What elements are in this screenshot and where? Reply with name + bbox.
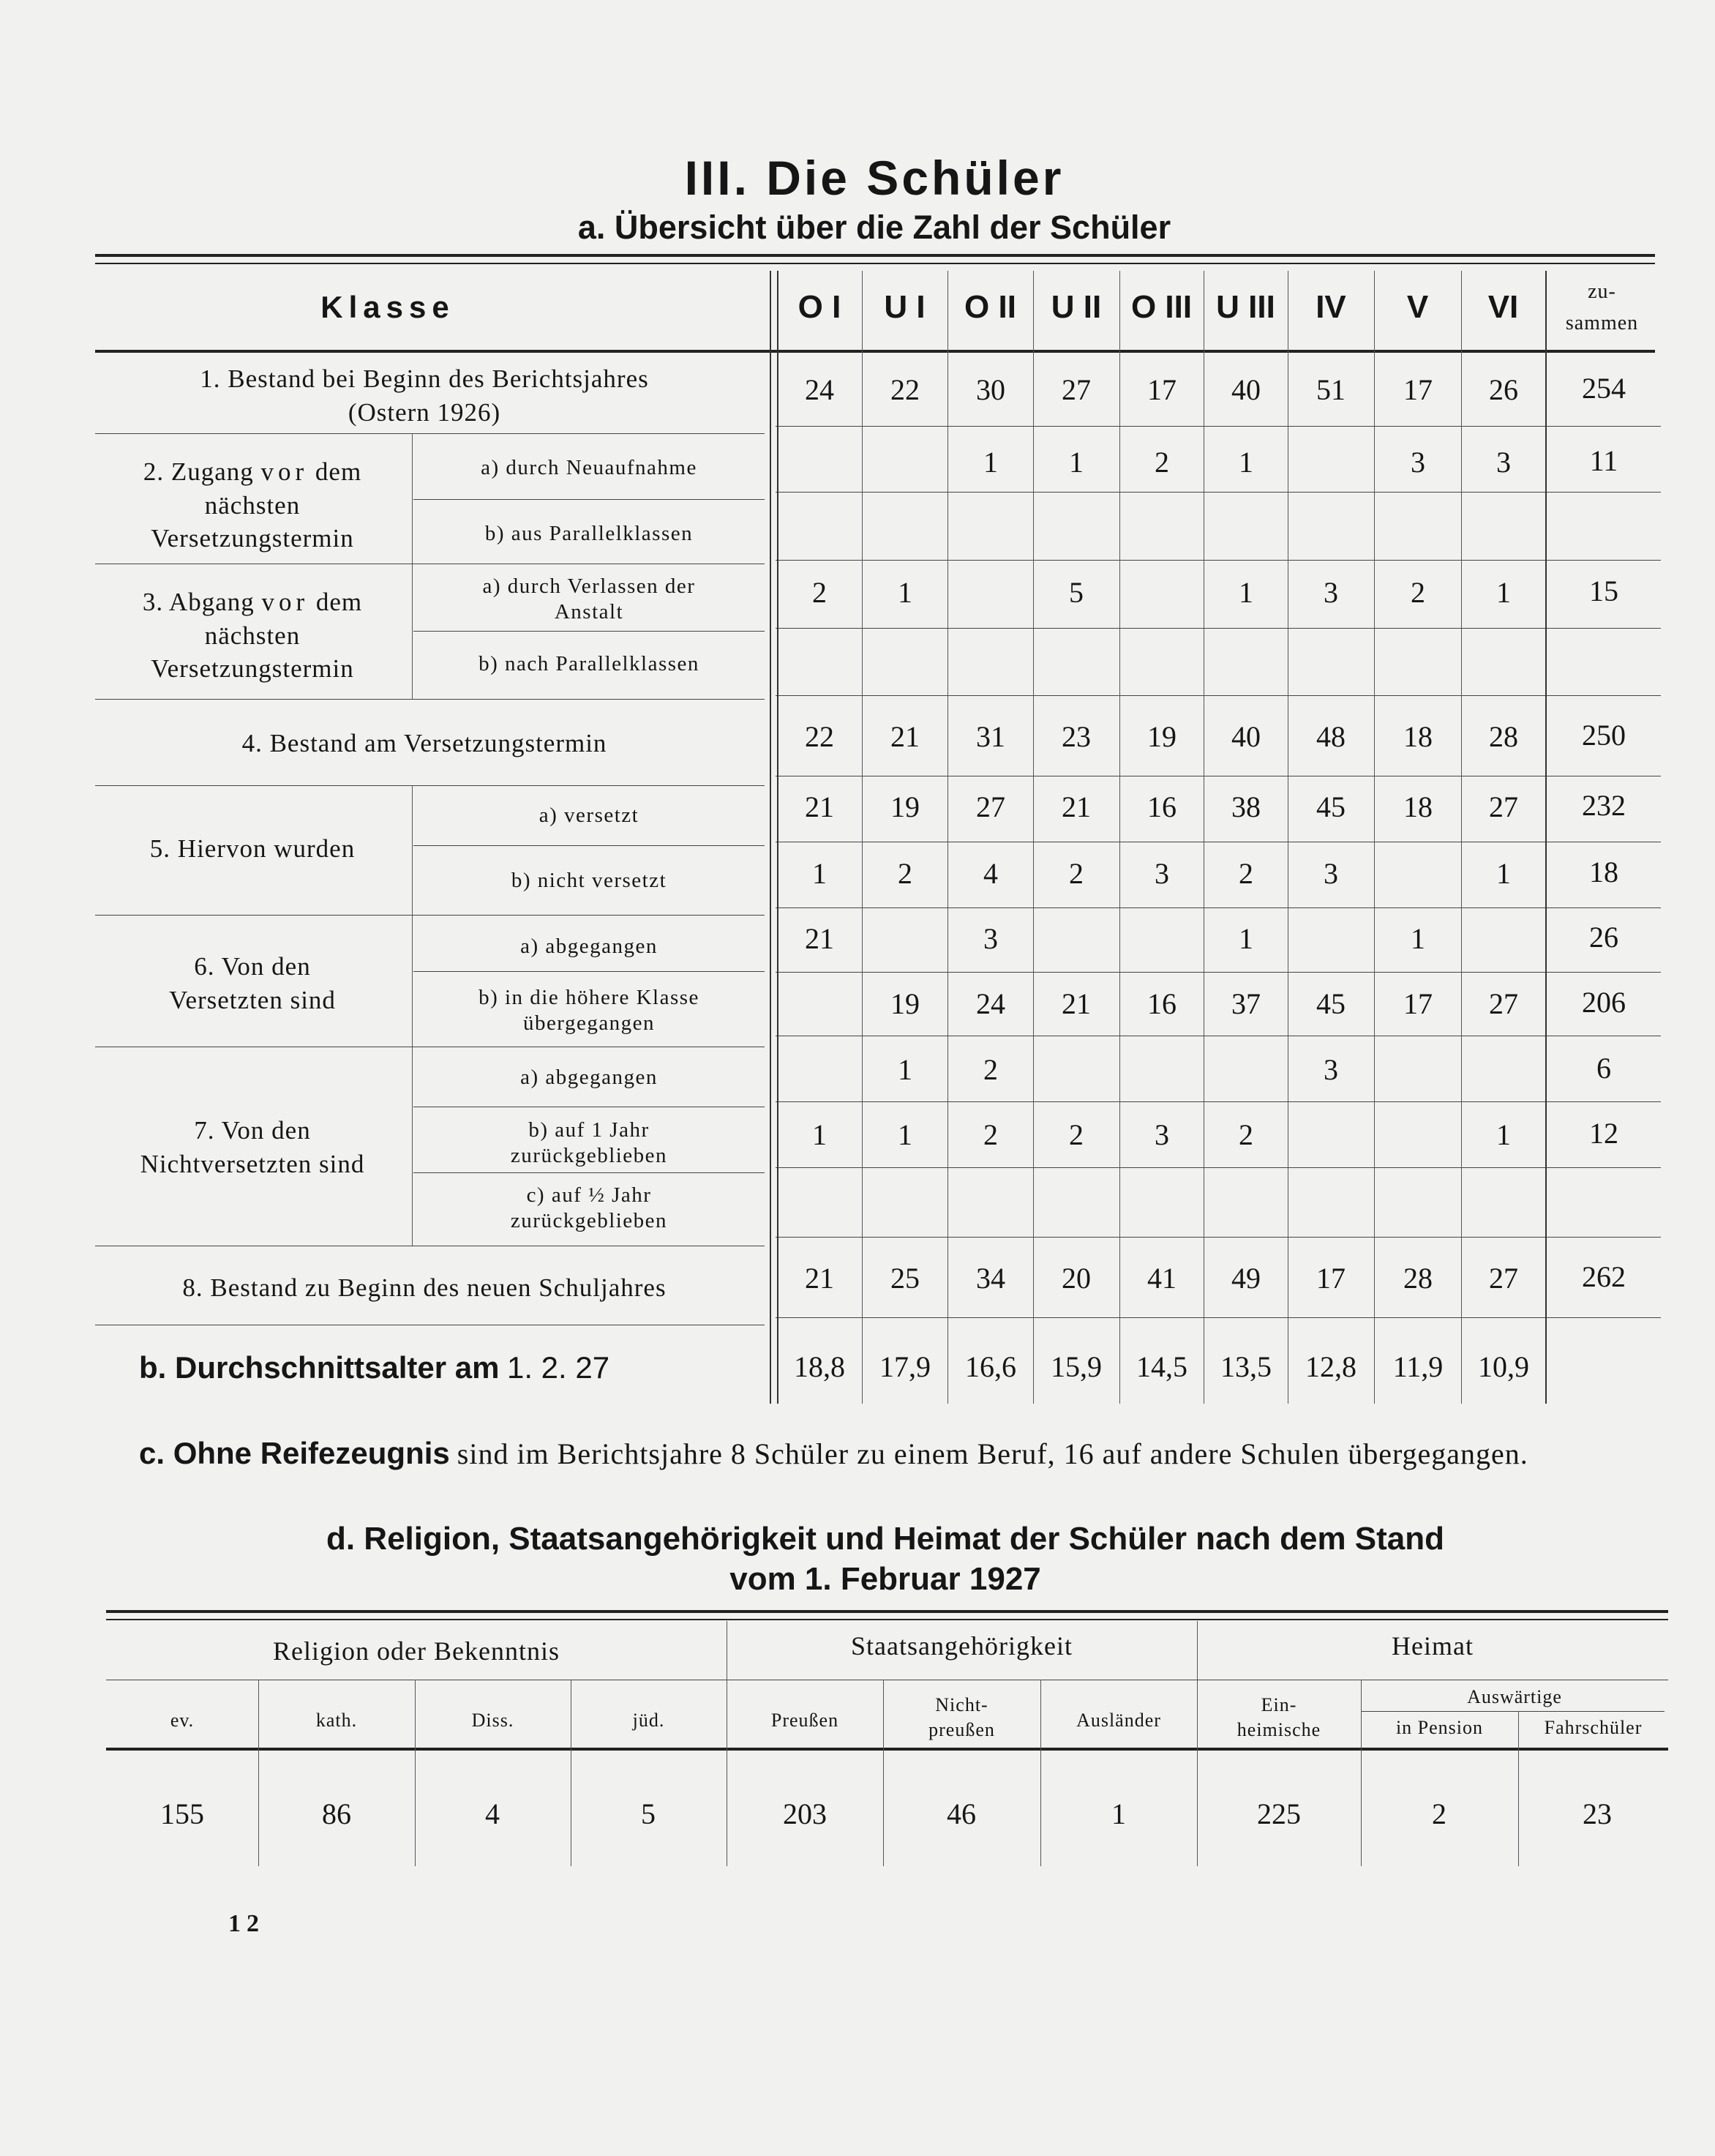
col-einheimische-l1: Ein- (1261, 1694, 1297, 1715)
avg-age-cell: 16,6 (965, 1350, 1016, 1383)
table-cell: 1 (898, 1118, 912, 1151)
col-auswaertige: Auswärtige (1467, 1686, 1562, 1707)
page-title: III. Die Schüler (684, 151, 1065, 205)
table-cell: 21 (890, 720, 920, 753)
table-cell: 24 (976, 987, 1005, 1020)
avg-age-cell: 14,5 (1136, 1350, 1187, 1383)
col-ev: ev. (170, 1710, 195, 1731)
row7-sub-b-l1: b) auf 1 Jahr (528, 1118, 650, 1142)
table-cell: 26 (1489, 373, 1518, 406)
table-cell: 19 (1147, 720, 1177, 753)
table-cell: 30 (976, 373, 1005, 406)
total-cell: 254 (1582, 372, 1626, 405)
row2-label-spaced: vor (260, 457, 309, 486)
table-cell: 16 (1147, 790, 1177, 823)
col-nichtpreussen-l2: preußen (928, 1718, 995, 1740)
table-cell: 48 (1316, 720, 1346, 753)
table-cell: 1 (1411, 922, 1425, 955)
total-cell: 12 (1589, 1117, 1618, 1150)
table-cell: 2 (1069, 1118, 1084, 1151)
subtitle-a: a. Übersicht über die Zahl der Schüler (577, 209, 1171, 246)
table-cell: 27 (1489, 987, 1518, 1020)
row3-label-l3: Versetzungstermin (151, 654, 354, 683)
table-cell: 22 (805, 720, 834, 753)
table-cell: 1 (812, 1118, 827, 1151)
row5-sub-a: a) versetzt (538, 804, 639, 827)
table-cell: 3 (1496, 446, 1511, 479)
table-cell: 2 (1239, 1118, 1253, 1151)
table-cell: 20 (1062, 1262, 1091, 1295)
row7-label-l2: Nichtversetzten sind (140, 1149, 365, 1178)
row7-sub-c-l2: zurückgeblieben (510, 1209, 668, 1233)
table-cell: 1 (1239, 446, 1253, 479)
table-cell: 3 (983, 922, 998, 955)
group-heimat: Heimat (1392, 1631, 1474, 1661)
row6-label (102, 950, 402, 1017)
religion-table-cell: 5 (641, 1797, 656, 1830)
row6-sub-b (421, 985, 757, 1037)
table-cell: 1 (1496, 857, 1511, 890)
row5-sub-b: b) nicht versetzt (511, 869, 667, 892)
table-cell: 31 (976, 720, 1005, 753)
table-cell: 34 (976, 1262, 1005, 1295)
table-cell: 28 (1489, 720, 1518, 753)
table-cell: 25 (890, 1262, 920, 1295)
section-d-title (0, 1519, 1715, 1599)
row2-label-l1: 2. Zugang (143, 457, 254, 486)
total-cell: 6 (1596, 1052, 1611, 1085)
row6-label-l1: 6. Von den (194, 952, 311, 981)
row7-sub-c-l1: c) auf ½ Jahr (526, 1183, 652, 1207)
row3-label-spaced: vor (261, 588, 309, 616)
table-cell: 1 (1496, 1118, 1511, 1151)
table-cell: 40 (1231, 720, 1261, 753)
table-cell: 41 (1147, 1262, 1177, 1295)
table-cell: 18 (1403, 790, 1433, 823)
table-cell: 27 (1489, 790, 1518, 823)
row7-sub-b (421, 1118, 757, 1169)
table-cell: 45 (1316, 987, 1346, 1020)
table-cell: 27 (1489, 1262, 1518, 1295)
row3-sub-a-l2: Anstalt (554, 600, 624, 624)
table-cell: 37 (1231, 987, 1261, 1020)
col-fahrschueler: Fahrschüler (1544, 1717, 1643, 1738)
group-religion: Religion oder Bekenntnis (273, 1636, 560, 1666)
table-cell: 1 (898, 1053, 912, 1086)
table-cell: 3 (1324, 857, 1338, 890)
total-cell: 18 (1589, 856, 1618, 888)
table-cell: 27 (1062, 373, 1091, 406)
table-cell: 2 (812, 576, 827, 609)
col-nichtpreussen-l1: Nicht- (935, 1694, 988, 1715)
row4-label: 4. Bestand am Versetzungstermin (241, 729, 607, 757)
table-cell: 1 (1239, 922, 1253, 955)
row7-label (102, 1114, 402, 1180)
row2-label-l2: nächsten (204, 490, 301, 520)
col-header-oi: O I (798, 289, 841, 325)
col-preussen: Preußen (770, 1710, 839, 1731)
table-cell: 5 (1069, 576, 1084, 609)
avg-age-cell: 12,8 (1305, 1350, 1356, 1383)
row3-label (102, 585, 402, 686)
table-cell: 2 (898, 857, 912, 890)
row6-sub-b-l2: übergegangen (522, 1011, 656, 1036)
total-cell: 250 (1582, 719, 1626, 752)
table-cell: 3 (1155, 1118, 1169, 1151)
table-cell: 2 (1239, 857, 1253, 890)
table-cell: 18 (1403, 720, 1433, 753)
row7-sub-c (421, 1183, 757, 1235)
table-cell: 2 (983, 1053, 998, 1086)
avg-age-cell: 17,9 (879, 1350, 931, 1383)
row8-label: 8. Bestand zu Beginn des neuen Schuljahres (182, 1273, 667, 1302)
col-header-ui: U I (884, 289, 926, 325)
col-in-pension: in Pension (1395, 1717, 1484, 1738)
row6-sub-b-l1: b) in die höhere Klasse (479, 986, 699, 1009)
table-cell: 2 (1411, 576, 1425, 609)
section-d-title-l1: d. Religion, Staatsangehörigkeit und Heimat der Schüler nach dem Stand (326, 1521, 1445, 1557)
table-cell: 4 (983, 857, 998, 890)
row3-sub-a-l1: a) durch Verlassen der (482, 574, 696, 598)
row2-label (102, 455, 402, 555)
col-auslaender: Ausländer (1076, 1710, 1161, 1731)
table-cell: 51 (1316, 373, 1346, 406)
col-diss: Diss. (471, 1710, 514, 1731)
table-cell: 17 (1403, 987, 1433, 1020)
table-cell: 22 (890, 373, 920, 406)
section-d-title-l2: vom 1. Februar 1927 (729, 1561, 1041, 1597)
col-header-uii: U II (1051, 289, 1102, 325)
table-cell: 1 (898, 576, 912, 609)
row7-sub-b-l2: zurückgeblieben (510, 1144, 668, 1168)
religion-table-cell: 1 (1111, 1797, 1126, 1830)
table-cell: 1 (983, 446, 998, 479)
table-cell: 2 (1155, 446, 1169, 479)
religion-table-cell: 23 (1583, 1797, 1612, 1830)
religion-table-cell: 46 (947, 1797, 976, 1830)
total-cell: 232 (1582, 789, 1626, 822)
table-cell: 28 (1403, 1262, 1433, 1295)
table-cell: 3 (1155, 857, 1169, 890)
total-cell: 206 (1582, 986, 1626, 1019)
table-cell: 17 (1403, 373, 1433, 406)
row1-label-l1: 1. Bestand bei Beginn des Berichtsjahres (200, 364, 649, 393)
page-number: 12 (228, 1910, 265, 1937)
section-b-title: b. Durchschnittsalter am (139, 1350, 500, 1385)
table-cell: 3 (1324, 576, 1338, 609)
col-header-iv: IV (1316, 289, 1346, 325)
total-cell: 262 (1582, 1260, 1626, 1293)
table-cell: 49 (1231, 1262, 1261, 1295)
row2-sub-b: b) aus Parallelklassen (484, 522, 694, 545)
avg-age-cell: 13,5 (1220, 1350, 1272, 1383)
religion-table-cell: 155 (160, 1797, 204, 1830)
row3-label-l1: 3. Abgang (142, 588, 255, 616)
table-cell: 2 (1069, 857, 1084, 890)
table-cell: 21 (805, 922, 834, 955)
religion-table-cell: 203 (783, 1797, 827, 1830)
zusammen-l2: sammen (1565, 312, 1639, 334)
row2-label-l1b: dem (315, 457, 362, 486)
col-einheimische-l2: heimische (1236, 1718, 1321, 1740)
row3-sub-b: b) nach Parallelklassen (479, 652, 699, 675)
col-header-uiii: U III (1216, 289, 1275, 325)
table-cell: 38 (1231, 790, 1261, 823)
total-cell: 11 (1589, 444, 1618, 477)
table-cell: 3 (1411, 446, 1425, 479)
table-cell: 17 (1147, 373, 1177, 406)
table-cell: 17 (1316, 1262, 1346, 1295)
table-cell: 1 (1496, 576, 1511, 609)
klasse-header: Klasse (320, 290, 455, 324)
religion-table-cell: 4 (485, 1797, 500, 1830)
row2-label-l3: Versetzungstermin (151, 524, 354, 553)
zusammen-l1: zu- (1588, 280, 1616, 303)
section-c-text: sind im Berichtsjahre 8 Schüler zu einem Beruf, 16 auf andere Schulen übergegangen. (457, 1437, 1528, 1470)
table-cell: 3 (1324, 1053, 1338, 1086)
table-cell: 21 (1062, 987, 1091, 1020)
table-cell: 24 (805, 373, 834, 406)
table-cell: 16 (1147, 987, 1177, 1020)
avg-age-cell: 11,9 (1392, 1350, 1444, 1383)
table-cell: 45 (1316, 790, 1346, 823)
col-einheimische (1197, 1693, 1361, 1743)
table-cell: 1 (1069, 446, 1084, 479)
row3-sub-a (421, 574, 757, 626)
total-cell: 15 (1589, 574, 1618, 607)
col-kath: kath. (315, 1710, 358, 1731)
table-cell: 19 (890, 790, 920, 823)
group-staatsangehoerigkeit: Staatsangehörigkeit (851, 1631, 1073, 1661)
col-header-oiii: O III (1130, 289, 1193, 325)
row7-sub-a: a) abgegangen (520, 1066, 658, 1089)
col-header-v: V (1406, 289, 1429, 325)
col-nichtpreussen (883, 1693, 1040, 1743)
row3-label-l2: nächsten (204, 621, 301, 650)
section-b-label (139, 1350, 609, 1386)
row1-label-l2: (Ostern 1926) (348, 397, 501, 427)
table-cell: 2 (983, 1118, 998, 1151)
section-c-title: c. Ohne Reifezeugnis (139, 1436, 450, 1470)
col-header-zusammen (1545, 267, 1659, 348)
col-jued: jüd. (632, 1710, 665, 1731)
religion-table-cell: 2 (1432, 1797, 1446, 1830)
total-cell: 26 (1589, 921, 1618, 954)
row6-label-l2: Versetzten sind (169, 985, 336, 1014)
row6-sub-a: a) abgegangen (520, 935, 658, 958)
table-cell: 1 (812, 857, 827, 890)
religion-table-cell: 225 (1257, 1797, 1301, 1830)
table-cell: 19 (890, 987, 920, 1020)
table-cell: 21 (805, 1262, 834, 1295)
table-cell: 40 (1231, 373, 1261, 406)
row3-label-l1b: dem (315, 588, 363, 616)
row1-label (95, 362, 754, 429)
table-cell: 23 (1062, 720, 1091, 753)
section-c (139, 1436, 1528, 1471)
table-cell: 1 (1239, 576, 1253, 609)
avg-age-cell: 15,9 (1051, 1350, 1102, 1383)
col-header-oii: O II (964, 289, 1016, 325)
section-b-date: 1. 2. 27 (506, 1350, 610, 1385)
avg-age-cell: 18,8 (794, 1350, 845, 1383)
row5-label: 5. Hiervon wurden (149, 834, 356, 863)
table-cell: 21 (1062, 790, 1091, 823)
col-header-vi: VI (1487, 289, 1519, 325)
row2-sub-a: a) durch Neuaufnahme (481, 456, 697, 479)
row7-label-l1: 7. Von den (194, 1116, 311, 1145)
religion-table-cell: 86 (322, 1797, 351, 1830)
table-cell: 27 (976, 790, 1005, 823)
table-cell: 21 (805, 790, 834, 823)
avg-age-cell: 10,9 (1478, 1350, 1529, 1383)
